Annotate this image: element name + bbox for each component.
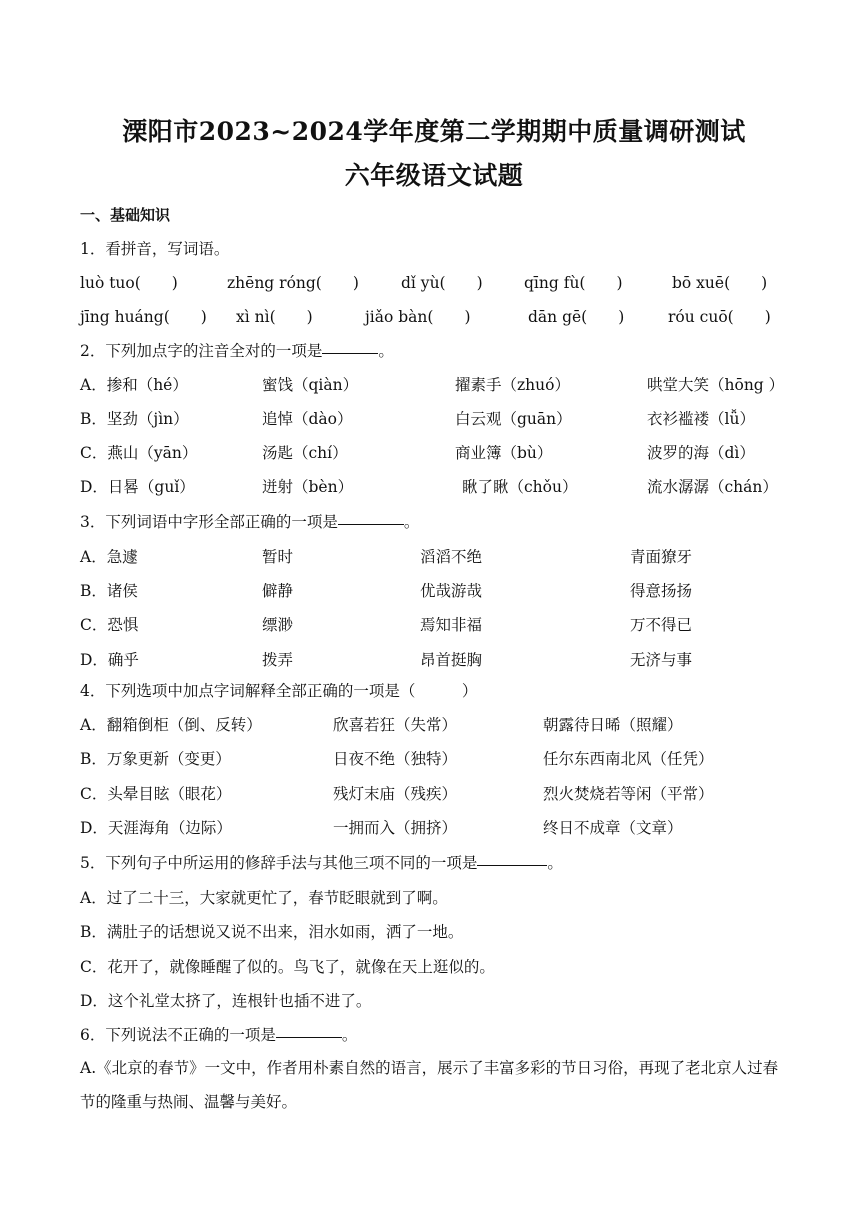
option-line: C．花开了，就像睡醒了似的。鸟飞了，就像在天上逛似的。	[80, 958, 495, 976]
option-cell: 缥渺	[262, 616, 294, 634]
option-cell: 残灯末庙（残疾）	[333, 785, 458, 803]
option-cell: A．急遽	[80, 548, 138, 566]
option-cell: 滔滔不绝	[420, 548, 483, 566]
option-cell: 烈火焚烧若等闲（平常）	[543, 785, 714, 803]
option-cell: 无济与事	[630, 651, 693, 669]
question-2-prompt	[80, 339, 394, 361]
option-cell: 焉知非福	[420, 616, 483, 634]
option-cell: D．天涯海角（边际）	[80, 819, 232, 837]
option-cell: C．头晕目眩（眼花）	[80, 785, 232, 803]
question-text: 。	[547, 854, 563, 872]
option-cell: D．确乎	[80, 651, 139, 669]
pinyin-item: zhēng róng( )	[227, 274, 359, 292]
option-cell: 追悼（dào）	[262, 410, 353, 428]
option-cell: 迸射（bèn）	[262, 478, 354, 496]
question-text: 。	[341, 1026, 358, 1044]
question-4-prompt: 4．下列选项中加点字词解释全部正确的一项是（ ）	[80, 682, 478, 700]
option-cell: C．恐惧	[80, 616, 139, 634]
option-cell: 拨弄	[262, 651, 294, 669]
option-line: D．这个礼堂太挤了，连根针也插不进了。	[80, 992, 372, 1010]
option-cell: 白云观（guān）	[455, 410, 572, 428]
option-cell: B．万象更新（变更）	[80, 750, 231, 768]
option-cell: 万不得已	[630, 616, 693, 634]
option-cell: 优哉游哉	[420, 582, 483, 600]
option-cell: 擢素手（zhuó）	[455, 376, 570, 394]
option-cell: B．坚劲（jìn）	[80, 410, 189, 428]
option-cell: 暂时	[262, 548, 294, 566]
answer-blank	[477, 864, 547, 866]
pinyin-item: luò tuo( )	[80, 274, 178, 292]
option-cell: 欣喜若狂（失常）	[333, 716, 458, 734]
question-text: 2．下列加点字的注音全对的一项是	[80, 342, 323, 360]
option-cell: 汤匙（chí）	[262, 444, 348, 462]
option-cell: D．日晷（guǐ）	[80, 478, 195, 496]
pinyin-item: xì nì( )	[236, 308, 313, 326]
question-text: 5．下列句子中所运用的修辞手法与其他三项不同的一项是	[80, 854, 478, 872]
option-cell: 一拥而入（拥挤）	[333, 819, 458, 837]
option-cell: 衣衫褴褛（lǚ）	[647, 410, 755, 428]
pinyin-item: dān gē( )	[528, 308, 625, 326]
answer-blank	[338, 523, 404, 525]
option-cell: 终日不成章（文章）	[543, 819, 683, 837]
option-cell: B．诸侯	[80, 582, 138, 600]
option-cell: 青面獠牙	[630, 548, 693, 566]
exam-subtitle: 六年级语文试题	[344, 161, 524, 190]
option-cell: 朝露待日晞（照耀）	[543, 716, 683, 734]
option-cell: 昂首挺胸	[420, 651, 483, 669]
option-cell: C．燕山（yān）	[80, 444, 198, 462]
answer-blank	[322, 352, 378, 354]
option-cell: 波罗的海（dì）	[647, 444, 755, 462]
option-paragraph: A.《北京的春节》一文中，作者用朴素自然的语言，展示了丰富多彩的节日习俗，再现了老北京人过春节的隆重与热闹、温馨与美好。	[80, 1059, 779, 1111]
option-cell: 得意扬扬	[630, 582, 693, 600]
option-cell: 任尔东西南北风（任凭）	[543, 750, 714, 768]
option-cell: 僻静	[262, 582, 294, 600]
pinyin-item: jīng huáng( )	[80, 308, 207, 326]
section-heading: 一、基础知识	[80, 206, 171, 224]
answer-blank	[276, 1036, 342, 1038]
pinyin-item: bō xuē( )	[672, 274, 768, 292]
pinyin-item: jiǎo bàn( )	[365, 308, 471, 326]
option-cell: 蜜饯（qiàn）	[262, 376, 359, 394]
option-cell: 瞅了瞅（chǒu）	[462, 478, 578, 496]
question-5-prompt	[80, 851, 563, 873]
question-text: 。	[378, 342, 394, 360]
option-cell: A．翻箱倒柜（倒、反转）	[80, 716, 262, 734]
pinyin-item: róu cuō( )	[668, 308, 771, 326]
option-line: A．过了二十三，大家就更忙了，春节眨眼就到了啊。	[80, 889, 448, 907]
question-1-prompt: 1．看拼音，写词语。	[80, 240, 230, 258]
exam-title: 溧阳市2023~2024学年度第二学期期中质量调研测试	[122, 117, 746, 146]
pinyin-item: dǐ yù( )	[401, 274, 483, 292]
option-cell: 商业簿（bù）	[455, 444, 553, 462]
option-cell: 哄堂大笑（hōng ）	[647, 376, 785, 394]
question-text: 6．下列说法不正确的一项是	[80, 1026, 276, 1044]
question-text: 。	[403, 513, 420, 531]
question-text: 3．下列词语中字形全部正确的一项是	[80, 513, 338, 531]
option-line: B．满肚子的话想说又说不出来，泪水如雨，洒了一地。	[80, 923, 464, 941]
option-cell: 流水潺潺（chán）	[647, 478, 778, 496]
option-cell: 日夜不绝（独特）	[333, 750, 458, 768]
pinyin-item: qīng fù( )	[524, 274, 623, 292]
question-6-prompt	[80, 1023, 357, 1045]
question-3-prompt	[80, 510, 419, 532]
option-cell: A．掺和（hé）	[80, 376, 188, 394]
